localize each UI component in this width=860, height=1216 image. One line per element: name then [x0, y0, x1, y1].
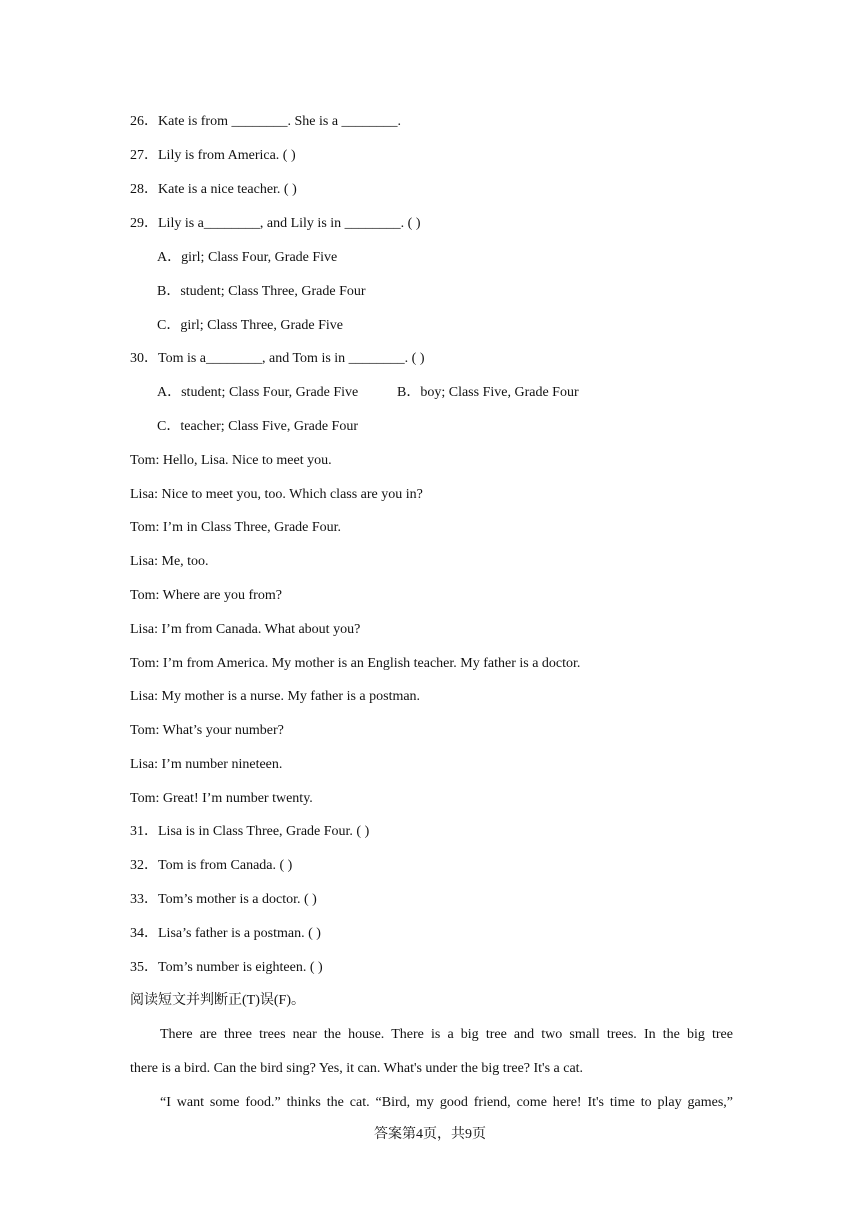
dialogue-line: Tom: What’s your number? — [130, 723, 284, 738]
question-27: 27．Lily is from America. ( ) — [130, 148, 296, 163]
page-footer: 答案第4页，共9页 — [374, 1127, 486, 1142]
question-30-option-b: B．boy; Class Five, Grade Four — [397, 385, 579, 400]
question-34: 34．Lisa’s father is a postman. ( ) — [130, 926, 321, 941]
dialogue-line: Tom: Where are you from? — [130, 588, 282, 603]
dialogue-line: Lisa: Nice to meet you, too. Which class are you in? — [130, 487, 423, 502]
question-29-option-b: B．student; Class Three, Grade Four — [157, 284, 366, 299]
dialogue-line: Tom: I’m from America. My mother is an English teacher. My father is a doctor. — [130, 656, 581, 671]
question-29-stem: 29．Lily is a________, and Lily is in ________. ( ) — [130, 216, 421, 231]
question-33: 33．Tom’s mother is a doctor. ( ) — [130, 892, 317, 907]
dialogue-line: Tom: Hello, Lisa. Nice to meet you. — [130, 453, 332, 468]
question-29-option-a: A．girl; Class Four, Grade Five — [157, 250, 338, 265]
dialogue-line: Tom: Great! I’m number twenty. — [130, 791, 313, 806]
question-29-option-c: C．girl; Class Three, Grade Five — [157, 318, 343, 333]
dialogue-line: Lisa: I’m number nineteen. — [130, 757, 283, 772]
question-31: 31．Lisa is in Class Three, Grade Four. ( ) — [130, 824, 370, 839]
reading-paragraph-2-line-1: “I want some food.” thinks the cat. “Bird, my good friend, come here! It's time to play games,” — [160, 1095, 733, 1110]
question-30-option-a: A．student; Class Four, Grade Five — [157, 385, 359, 400]
reading-paragraph-1-line-2: there is a bird. Can the bird sing? Yes, it can. What's under the big tree? It's a cat. — [130, 1061, 584, 1076]
dialogue-line: Lisa: I’m from Canada. What about you? — [130, 622, 361, 637]
question-35: 35．Tom’s number is eighteen. ( ) — [130, 960, 323, 975]
question-30-stem: 30．Tom is a________, and Tom is in ________. ( ) — [130, 351, 425, 366]
dialogue-line: Lisa: My mother is a nurse. My father is a postman. — [130, 689, 421, 704]
reading-instruction: 阅读短文并判断正(T)误(F)。 — [130, 993, 305, 1008]
question-32: 32．Tom is from Canada. ( ) — [130, 858, 293, 873]
question-26: 26．Kate is from ________. She is a ________. — [130, 114, 402, 129]
question-30-option-c: C．teacher; Class Five, Grade Four — [157, 419, 359, 434]
question-28: 28．Kate is a nice teacher. ( ) — [130, 182, 297, 197]
reading-paragraph-1-line-1: There are three trees near the house. There is a big tree and two small trees. In the big tree — [160, 1027, 733, 1042]
dialogue-line: Lisa: Me, too. — [130, 554, 209, 569]
dialogue-line: Tom: I’m in Class Three, Grade Four. — [130, 520, 342, 535]
